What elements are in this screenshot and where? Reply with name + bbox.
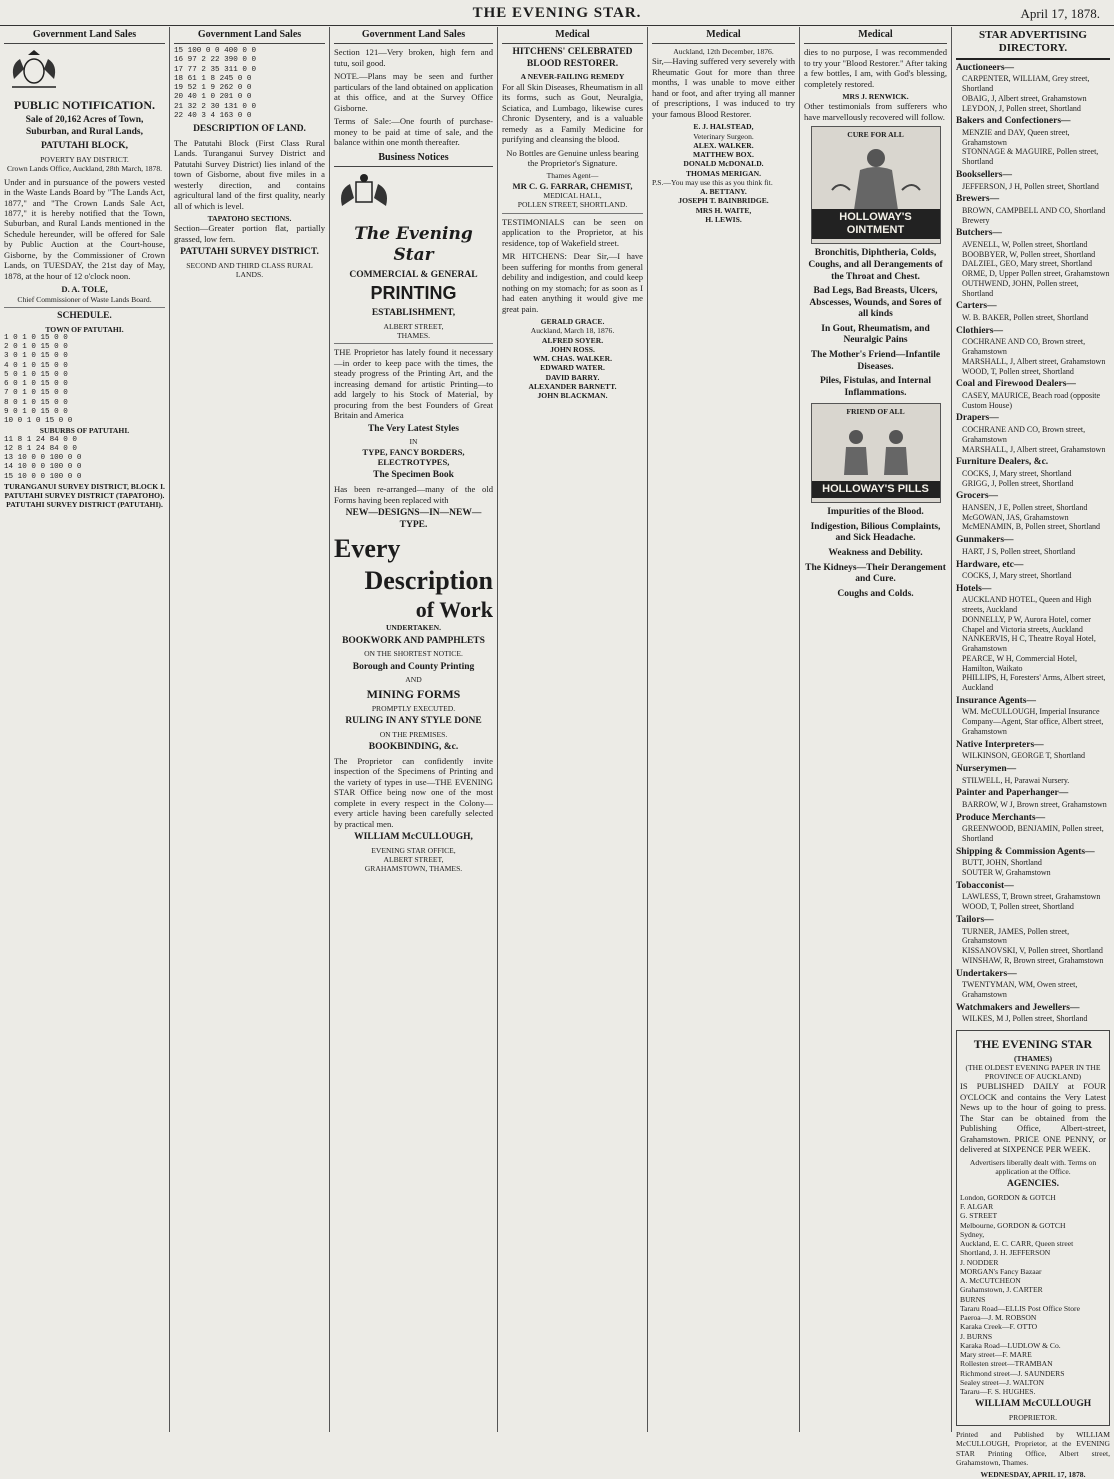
- printing-label: PRINTING: [370, 283, 457, 304]
- column-medical-3: [800, 27, 952, 1432]
- note-text: NOTE.—Plans may be seen and further particulars of the land obtained on application at this office, and at the Survey Office Gisborne.: [334, 71, 493, 113]
- table-row: 16 97 2 22 390 0 0: [174, 56, 257, 65]
- directory-category: Brewers—: [956, 194, 1000, 205]
- signature: WM. CHAS. WALKER.: [533, 354, 612, 364]
- table-row: 11 8 1 24 84 0 0: [4, 435, 77, 444]
- signatory-title: Chief Commissioner of Waste Lands Board.: [17, 294, 152, 304]
- directory-category: Hotels—: [956, 583, 992, 594]
- signature: ALEX. WALKER.: [693, 140, 754, 150]
- piles-heading: Piles, Fistulas, and Internal Inflammations.: [819, 376, 932, 398]
- letter-text: Sir,—Having suffered very severely with Rheumatic Gout for more than three months, I was unable to move either hand or foot, and after trying all manner of prescriptions, I was induced to try your famous Blood Restorer.: [652, 56, 795, 119]
- signature: E. J. HALSTEAD,: [693, 122, 754, 132]
- agency-entry: Shortland, J. H. JEFFERSON: [960, 1248, 1051, 1258]
- gout-heading: In Gout, Rheumatism, and Neuralgic Pains: [821, 323, 930, 346]
- directory-category: Shipping & Commission Agents—: [956, 846, 1095, 857]
- table-row: 15 100 0 0 400 0 0: [174, 47, 257, 56]
- agency-entry: Sydney,: [960, 1229, 985, 1239]
- directory-entry: WILKES, M J, Pollen street, Shortland: [962, 1014, 1088, 1024]
- column-land-sales-2: [170, 27, 330, 1432]
- directory-entry: OUTHWEND, JOHN, Pollen street, Shortland: [962, 278, 1079, 298]
- mothers-heading: The Mother's Friend—Infantile Diseases.: [810, 349, 941, 372]
- mining-forms: MINING FORMS: [366, 687, 461, 702]
- directory-entry: MENZIE and DAY, Queen street, Grahamstown: [962, 127, 1070, 147]
- table-row: 13 10 0 0 100 0 0: [4, 454, 82, 463]
- table-row: 5 0 1 0 15 0 0: [4, 370, 68, 379]
- bronchitis-heading: Bronchitis, Diphtheria, Colds, Coughs, and all Derangements of the Throat and Chest.: [808, 248, 943, 282]
- agency-entry: G. STREET: [960, 1211, 998, 1221]
- directory-category: Auctioneers—: [956, 62, 1015, 73]
- directory-entry: McMENAMIN, B, Pollen street, Shortland: [962, 522, 1100, 532]
- establishment-label: ESTABLISHMENT,: [371, 308, 456, 319]
- column-header: Medical: [804, 29, 947, 44]
- indigestion-heading: Indigestion, Bilious Complaints, and Sick Headache.: [810, 521, 941, 544]
- town-label: THAMES.: [396, 331, 431, 341]
- signature: GERALD GRACE.: [540, 317, 605, 327]
- and-label: AND: [405, 675, 422, 685]
- signature: JOHN ROSS.: [550, 344, 595, 354]
- banner-text: CURE FOR ALL: [847, 130, 904, 140]
- agency-entry: A. McCUTCHEON: [960, 1276, 1021, 1286]
- table-row: 1 0 1 0 15 0 0: [4, 333, 68, 342]
- table-row: 15 10 0 0 100 0 0: [4, 472, 82, 481]
- signature: H. LEWIS.: [705, 214, 742, 224]
- agency-entry: J. BURNS: [960, 1331, 993, 1341]
- directory-entry: TWENTYMAN, WM, Owen street, Grahamstown: [962, 980, 1078, 999]
- directory-entry: MARSHALL, J, Albert street, Grahamstown: [962, 444, 1106, 454]
- directory-entry: STONNAGE & MAGUIRE, Pollen street, Shortland: [962, 147, 1099, 167]
- signature-title: Veterinary Surgeon.: [693, 131, 754, 141]
- agent-label: Thames Agent—: [546, 171, 599, 181]
- latest-styles: The Very Latest Styles: [367, 423, 460, 434]
- section-text: Section 121—Very broken, high fern and tutu, soil good.: [334, 47, 493, 68]
- pills-illustration: [811, 403, 941, 503]
- paper-title: The Evening Star: [354, 224, 473, 265]
- town-heading: TOWN OF PATUTAHI.: [45, 324, 124, 334]
- remedy-title: HITCHENS' CELEBRATED BLOOD RESTORER.: [512, 47, 633, 69]
- column-header: Government Land Sales: [334, 29, 493, 44]
- star-tagline: (THE OLDEST EVENING PAPER IN THE PROVINCE OF AUCKLAND): [965, 1062, 1101, 1082]
- signature: MRS H. WAITE,: [695, 205, 752, 215]
- directory-entry: TURNER, JAMES, Pollen street, Grahamstown: [962, 926, 1070, 946]
- directory-entry: NANKERVIS, H C, Theatre Royal Hotel, Grahamstown: [962, 634, 1096, 654]
- directory-category: Clothiers—: [956, 325, 1003, 336]
- footer-date: WEDNESDAY, APRIL 17, 1878.: [980, 1470, 1086, 1479]
- agency-entry: Richmond street—J. SAUNDERS: [960, 1368, 1065, 1378]
- bookbinding-label: BOOKBINDING, &c.: [368, 742, 459, 753]
- sections-table: [174, 47, 325, 121]
- agency-entry: Mary street—F. MARE: [960, 1350, 1032, 1360]
- directory-entry: BARROW, W J, Brown street, Grahamstown: [962, 799, 1107, 809]
- column-header: Government Land Sales: [4, 29, 165, 44]
- suburbs-heading: SUBURBS OF PATUTAHI.: [39, 426, 130, 436]
- schedule-title: SCHEDULE.: [57, 311, 112, 322]
- undertaken-label: UNDERTAKEN.: [385, 623, 442, 633]
- street-label: ALBERT STREET,: [383, 321, 444, 331]
- directory-category: Tailors—: [956, 914, 994, 925]
- directory-category: Insurance Agents—: [956, 695, 1036, 706]
- signature: JOSEPH T. BAINBRIDGE.: [678, 196, 769, 206]
- tapatoho-title: TAPATOHO SECTIONS.: [207, 214, 292, 224]
- confidence-text: The Proprietor can confidently invite inspection of the Specimens of Printing and the variety of types in use—THE EVENING STAR Office being now one of the most complete in every respect in the Colony—every article having been carefully selected by practical men.: [334, 755, 493, 829]
- directory-entry: OBAIG, J, Albert street, Grahamstown: [962, 93, 1087, 103]
- agency-entry: Karaka Road—LUDLOW & Co.: [960, 1340, 1061, 1350]
- directory-category: Carters—: [956, 301, 997, 312]
- table-row: 21 32 2 30 131 0 0: [174, 102, 257, 111]
- letter-place: Auckland, March 18, 1876.: [530, 326, 615, 336]
- column-medical-2: [648, 27, 800, 1432]
- masthead: [0, 0, 1114, 26]
- column-printing-ad: [330, 27, 498, 1432]
- directory-entry: AVENELL, W, Pollen street, Shortland: [962, 239, 1088, 249]
- signature: DONALD McDONALD.: [683, 159, 764, 169]
- tapatoho-text: Section—Greater portion flat, partially grassed, low fern.: [174, 223, 325, 244]
- table-row: 17 77 2 35 311 0 0: [174, 65, 257, 74]
- agency-entry: Sealey street—J. WALTON: [960, 1377, 1045, 1387]
- survey-subtitle: SECOND AND THIRD CLASS RURAL LANDS.: [186, 260, 313, 280]
- directory-category: Coal and Firewood Dealers—: [956, 379, 1076, 390]
- column-land-sales-1: [0, 27, 170, 1432]
- directory-category: Produce Merchants—: [956, 812, 1046, 823]
- directory-entry: STILWELL, H, Parawai Nursery.: [962, 775, 1070, 785]
- agency-entry: Karaka Creek—F. OTTO: [960, 1322, 1038, 1332]
- column-medical-1: [498, 27, 648, 1432]
- signature: MRS J. RENWICK.: [842, 92, 909, 102]
- newspaper-title: THE EVENING STAR.: [472, 5, 642, 21]
- letter-place: Auckland, 12th December, 1876.: [673, 47, 774, 57]
- agency-entry: Tararu Road—ELLIS Post Office Store: [960, 1303, 1080, 1313]
- signature: THOMAS MERIGAN.: [685, 168, 762, 178]
- table-row: 18 61 1 8 245 0 0: [174, 74, 252, 83]
- directory-entry: WM. McCULLOUGH, Imperial Insurance Company—Agent, Star office, Albert street, Grahamstown: [962, 707, 1104, 736]
- table-row: 10 0 1 0 15 0 0: [4, 417, 73, 426]
- table-row: 20 40 1 0 201 0 0: [174, 93, 252, 102]
- star-title: THE EVENING STAR: [973, 1036, 1093, 1051]
- star-box: [956, 1030, 1110, 1426]
- district-name: POVERTY BAY DISTRICT.: [40, 155, 129, 165]
- office-town: GRAHAMSTOWN, THAMES.: [364, 864, 463, 874]
- table-row: 4 0 1 0 15 0 0: [4, 361, 68, 370]
- agency-entry: Auckland, E. C. CARR, Queen street: [960, 1239, 1074, 1249]
- notice-body: Under and in pursuance of the powers vested in the Waste Lands Board by "The Lands Act, 1877," and "The Crown Lands Sale Act, 1877," it is hereby notified that the Town, Suburban, and Rural Lands mentioned in the Schedule hereunder, will be offered for Sale by Public Auction at the Court-house, Gisborne, by the Commissioner of Crown Lands, on TUESDAY, the 21st day of May, 1878, at the hour of 12 o'clock noon.: [4, 176, 165, 281]
- signature: ALFRED SOYER.: [541, 335, 604, 345]
- directory-entry: WOOD, T, Pollen street, Shortland: [962, 366, 1074, 376]
- signature: EDWARD WATER.: [540, 363, 605, 373]
- remedy-subtitle: A NEVER-FAILING REMEDY: [520, 72, 625, 82]
- table-row: 12 8 1 24 84 0 0: [4, 444, 77, 453]
- agency-entry: London, GORDON & GOTCH: [960, 1192, 1056, 1202]
- directory-category: Undertakers—: [956, 968, 1017, 979]
- column-header: Medical: [652, 29, 795, 44]
- star-subtitle: (THAMES): [1014, 1053, 1052, 1063]
- promptly-label: PROMPTLY EXECUTED.: [371, 703, 456, 713]
- directory-entry: COCKS, J, Mary street, Shortland: [962, 468, 1072, 478]
- table-row: 8 0 1 0 15 0 0: [4, 398, 68, 407]
- directory-entry: LAWLESS, T, Brown street, Grahamstown: [962, 892, 1101, 902]
- of-work-label: of Work: [415, 596, 493, 622]
- directory-entry: MARSHALL, J, Albert street, Grahamstown: [962, 356, 1106, 366]
- owner-name: WILLIAM McCULLOUGH,: [354, 832, 473, 843]
- directory-entry: DALZIEL, GEO, Mary street, Shortland: [962, 259, 1092, 269]
- description-title: DESCRIPTION OF LAND.: [193, 124, 306, 135]
- ointment-label: HOLLOWAY'S OINTMENT: [812, 209, 940, 240]
- agency-entry: Rollesten street—TRAMBAN: [960, 1359, 1053, 1369]
- premises-label: ON THE PREMISES.: [379, 729, 448, 739]
- directory-entry: BROWN, CAMPBELL AND CO, Shortland Brewery: [962, 205, 1106, 225]
- agent-name: MR C. G. FARRAR, CHEMIST,: [512, 180, 633, 191]
- pills-label: HOLLOWAY'S PILLS: [812, 481, 940, 498]
- directory-category: Grocers—: [956, 491, 999, 502]
- block-name: PATUTAHI BLOCK,: [40, 141, 129, 152]
- town-table: [4, 334, 165, 427]
- directory-category: Watchmakers and Jewellers—: [956, 1002, 1080, 1013]
- issue-date: April 17, 1878.: [1020, 6, 1100, 21]
- weakness-heading: Weakness and Debility.: [828, 548, 923, 559]
- directory-entry: McGOWAN, JAS, Grahamstown: [962, 512, 1069, 522]
- ointment-illustration: [811, 126, 941, 244]
- directory-entry: WOOD, T, Pollen street, Shortland: [962, 902, 1074, 912]
- agency-entry: Melbourne, GORDON & GOTCH: [960, 1220, 1066, 1230]
- directory-entry: CASEY, MAURICE, Beach road (opposite Custom House): [962, 390, 1101, 410]
- survey-title: PATUTAHI SURVEY DISTRICT.: [180, 247, 319, 258]
- postscript: P.S.—You may use this as you think fit.: [652, 177, 773, 187]
- turanganui-heading: TURANGANUI SURVEY DISTRICT, BLOCK I.: [4, 481, 165, 491]
- table-row: 3 0 1 0 15 0 0: [4, 352, 68, 361]
- bad-legs-heading: Bad Legs, Bad Breasts, Ulcers, Abscesses, Wounds, and Sores of all kinds: [809, 286, 942, 320]
- specimen-text: Has been re-arranged—many of the old Forms having been replaced with: [334, 484, 493, 505]
- patutahi-heading: PATUTAHI SURVEY DISTRICT (PATUTAHI).: [6, 500, 163, 510]
- directory-entry: ORME, D, Upper Pollen street, Grahamstown: [962, 269, 1110, 279]
- type-label: TYPE, FANCY BORDERS, ELECTROTYPES,: [362, 446, 465, 467]
- every-label: Every: [334, 534, 401, 564]
- directory-entry: COCHRANE AND CO, Brown street, Grahamstown: [962, 425, 1086, 444]
- terms-text: Terms of Sale:—One fourth of purchase-money to be paid at time of sale, and the balance within one month thereafter.: [334, 116, 493, 148]
- specimen-title: The Specimen Book: [373, 470, 454, 481]
- borough-label: Borough and County Printing: [352, 661, 475, 672]
- directory-entry: GREENWOOD, BENJAMIN, Pollen street, Shortland: [962, 824, 1104, 844]
- signature: DAVID BARRY.: [545, 372, 600, 382]
- kidneys-heading: The Kidneys—Their Derangement and Cure.: [805, 562, 946, 585]
- other-testimonials: Other testimonials from sufferers who have marvellously recovered will follow.: [804, 101, 947, 122]
- column-header: Medical: [502, 29, 643, 44]
- directory-category: Drapers—: [956, 413, 999, 424]
- agency-list: [960, 1193, 1106, 1397]
- coat-of-arms-icon: [334, 172, 394, 216]
- remedy-body: For all Skin Diseases, Rheumatism in all its forms, such as Gout, Neuralgia, Sciatica, and Lumbago, likewise cures Chronic Dysentery, and is a valuable remedy as a Family Medicine for purifying and cleansing the blood.: [502, 81, 643, 145]
- directory-entry: DONNELLY, P W, Aurora Hotel, corner Chapel and Victoria streets, Auckland: [962, 614, 1091, 634]
- land-description: The Patutahi Block (First Class Rural Lands. Turanganui Survey District and Patutahi Survey District) lies inland of the town of Gisborne, about five miles in a westerly direction, and contains agricultural land of the first quality, nearly all of which is level.: [174, 137, 325, 211]
- letter-text: MR HITCHENS: Dear Sir,—I have been suffering for months from general debility and indigestion, and could keep nothing on my stomach; for as soon as I had eaten anything it would give me great pain.: [502, 251, 643, 314]
- directory-category: Nurserymen—: [956, 764, 1017, 775]
- new-designs: NEW—DESIGNS—IN—NEW—TYPE.: [345, 508, 482, 530]
- signature: JOHN BLACKMAN.: [537, 391, 608, 401]
- tapatoho-heading: PATUTAHI SURVEY DISTRICT (TAPATOHO).: [4, 491, 165, 501]
- printed-by: Printed and Published by WILLIAM McCULLOUGH, Proprietor, at the EVENING STAR Printing Office, Albert street, Grahamstown, Thames.: [956, 1430, 1110, 1467]
- agencies-title: AGENCIES.: [1007, 1179, 1059, 1190]
- advertisers-note: Advertisers liberally dealt with. Terms on application at the Office.: [969, 1157, 1097, 1176]
- in-label: IN: [409, 437, 418, 447]
- directory-category: Native Interpreters—: [956, 739, 1044, 750]
- directory-entry: HANSEN, J E, Pollen street, Shortland: [962, 502, 1088, 512]
- description-label: Description: [364, 565, 493, 595]
- table-row: 6 0 1 0 15 0 0: [4, 380, 68, 389]
- directory-entry: W. B. BAKER, Pollen street, Shortland: [962, 313, 1089, 323]
- agency-entry: Paeroa—J. M. ROBSON: [960, 1313, 1037, 1323]
- commercial-label: COMMERCIAL & GENERAL: [349, 269, 478, 280]
- directory-entry: BUTT, JOHN, Shortland: [962, 858, 1042, 868]
- directory-category: Gunmakers—: [956, 535, 1014, 546]
- directory-entry: SOUTER W, Grahamstown: [962, 868, 1051, 878]
- signature: MATTHEW BOX.: [693, 150, 754, 160]
- directory-entry: PEARCE, W H, Commercial Hotel, Hamilton, Waikato: [962, 653, 1078, 673]
- directory-entry: JEFFERSON, J H, Pollen street, Shortland: [962, 181, 1099, 191]
- directory-category: Butchers—: [956, 228, 1002, 239]
- ruling-label: RULING IN ANY STYLE DONE: [345, 716, 482, 727]
- directory-entry: COCHRANE AND CO, Brown street, Grahamstown: [962, 337, 1086, 357]
- directory-entry: HART, J S, Pollen street, Shortland: [962, 546, 1076, 556]
- bookwork-label: BOOKWORK AND PAMPHLETS: [342, 635, 485, 646]
- business-notices-header: Business Notices: [334, 152, 493, 167]
- table-row: 9 0 1 0 15 0 0: [4, 407, 68, 416]
- agency-entry: F. ALGAR: [960, 1202, 994, 1212]
- directory-category: Tobacconist—: [956, 880, 1014, 891]
- signature: ALEXANDER BARNETT.: [528, 381, 617, 391]
- column-header: Government Land Sales: [174, 29, 325, 44]
- directory-entry: WILKINSON, GEORGE T, Shortland: [962, 751, 1086, 761]
- agent-hall: MEDICAL HALL,: [543, 191, 602, 201]
- directory-category: Booksellers—: [956, 169, 1012, 180]
- proprietor-name: WILLIAM McCULLOUGH: [974, 1399, 1092, 1410]
- directory-entry: WINSHAW, R, Brown street, Grahamstown: [962, 955, 1104, 965]
- shortest-notice: ON THE SHORTEST NOTICE.: [364, 649, 463, 659]
- directory-header: STAR ADVERTISING DIRECTORY.: [956, 29, 1110, 60]
- banner-text: FRIEND OF ALL: [846, 407, 905, 417]
- agency-entry: BURNS: [960, 1294, 986, 1304]
- published-text: IS PUBLISHED DAILY at FOUR O'CLOCK and contains the Very Latest News up to the hour of going to press. The Star can be obtained from the Publishing Office, Albert-street, Grahamstown. PRICE ONE PENNY, or delivered at SIXPENCE PER WEEK.: [960, 1081, 1106, 1155]
- impurities-heading: Impurities of the Blood.: [827, 507, 924, 518]
- directory-entry: AUCKLAND HOTEL, Queen and High streets, Auckland: [962, 595, 1092, 615]
- signatory: D. A. TOLE,: [61, 284, 108, 295]
- suburbs-table: [4, 436, 165, 482]
- directory-list: [956, 63, 1110, 1024]
- office-street: ALBERT STREET,: [383, 854, 444, 864]
- directory-category: Hardware, etc—: [956, 559, 1024, 570]
- notice-title: PUBLIC NOTIFICATION.: [13, 97, 156, 112]
- genuine-note: No Bottles are Genuine unless bearing the Proprietor's Signature.: [506, 147, 639, 168]
- directory-entry: KISSANOVSKI, V, Pollen street, Shortland: [962, 946, 1103, 956]
- directory-entry: CARPENTER, WILLIAM, Grey street, Shortland: [962, 74, 1090, 94]
- directory-entry: BOOBBYER, W, Pollen street, Shortland: [962, 249, 1096, 259]
- directory-entry: GRIGG, J, Pollen street, Shortland: [962, 478, 1074, 488]
- royal-crest-icon: [4, 49, 64, 93]
- letter-text: dies to no purpose, I was recommended to try your "Blood Restorer." After taking a few bottles, I am, with God's blessing, completely restored.: [804, 47, 947, 89]
- office-date: Crown Lands Office, Auckland, 28th March, 1878.: [6, 164, 163, 174]
- agency-entry: MORGAN's Fancy Bazaar: [960, 1266, 1042, 1276]
- testimonials-text: TESTIMONIALS can be seen on application to the Proprietor, at his residence, top of Wakefield street.: [502, 216, 643, 248]
- table-row: 22 40 3 4 163 0 0: [174, 111, 252, 120]
- column-directory: [952, 27, 1114, 1479]
- directory-entry: LEYDON, J, Pollen street, Shortland: [962, 103, 1081, 113]
- table-row: 7 0 1 0 15 0 0: [4, 389, 68, 398]
- directory-category: Painter and Paperhanger—: [956, 788, 1069, 799]
- sale-title: Sale of 20,162 Acres of Town, Suburban, and Rural Lands,: [25, 115, 144, 137]
- agency-entry: Grahamstown, J. CARTER: [960, 1285, 1043, 1295]
- coughs-heading: Coughs and Colds.: [837, 588, 914, 599]
- signature: A. BETTANY.: [700, 187, 747, 197]
- directory-category: Bakers and Confectioners—: [956, 116, 1071, 127]
- intro-text: THE Proprietor has lately found it necessary—in order to keep pace with the times, the steady progress of the Printing Art, and the increasing demand for artistic Printing—to add largely to his Stock of Material, by procuring from the best Founders of Great Britain and America: [334, 347, 493, 421]
- directory-category: Furniture Dealers, &c.: [956, 457, 1049, 468]
- table-row: 19 52 1 9 262 0 0: [174, 84, 252, 93]
- agency-entry: J. NODDER: [960, 1257, 999, 1267]
- office-name: EVENING STAR OFFICE,: [371, 845, 456, 855]
- table-row: 14 10 0 0 100 0 0: [4, 463, 82, 472]
- directory-entry: PHILLIPS, H, Foresters' Arms, Albert street, Auckland: [962, 673, 1106, 693]
- directory-entry: COCKS, J, Mary street, Shortland: [962, 571, 1072, 581]
- table-row: 2 0 1 0 15 0 0: [4, 343, 68, 352]
- proprietor-title: PROPRIETOR.: [1008, 1412, 1058, 1422]
- figure-group-icon: [812, 417, 940, 479]
- agent-street: POLLEN STREET, SHORTLAND.: [517, 200, 628, 210]
- agency-entry: Tararu—F. S. HUGHES.: [960, 1387, 1036, 1397]
